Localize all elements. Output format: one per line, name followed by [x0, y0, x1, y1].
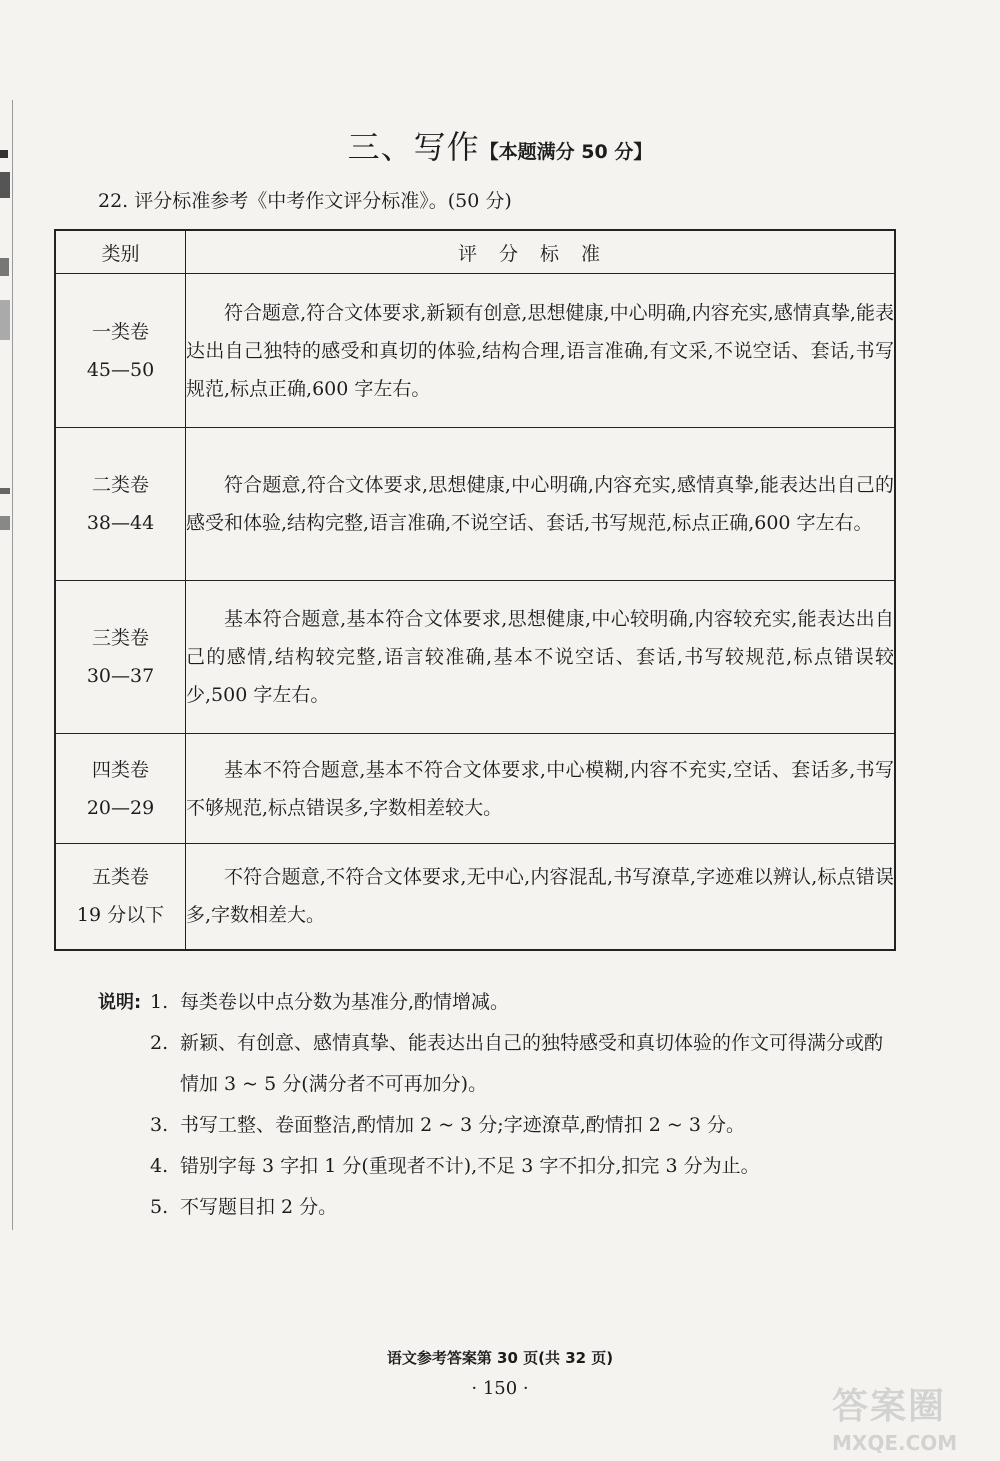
note-indent [98, 1146, 150, 1187]
category-cell [55, 734, 186, 844]
score-range: 19 分以下 [76, 904, 165, 927]
category-cell [55, 274, 186, 428]
table-header-row [55, 230, 895, 274]
note-number: 3. [150, 1114, 169, 1136]
table-row [55, 274, 895, 428]
table-row [55, 581, 895, 734]
note-indent [98, 1105, 150, 1146]
note-item [98, 1105, 898, 1146]
rubric-table [54, 229, 896, 951]
note-text: 新颖、有创意、感情真挚、能表达出自己的独特感受和真切体验的作文可得满分或酌情加 3 ~ 5 分(满分者不可再加分)。 [180, 1032, 884, 1095]
scan-edge-line [12, 100, 13, 1230]
score-range: 20—29 [86, 796, 155, 819]
category-name: 三类卷 [91, 627, 149, 649]
note-text: 不写题目扣 2 分。 [180, 1196, 338, 1218]
category-name: 二类卷 [91, 474, 149, 496]
table-row [55, 428, 895, 581]
note-item [98, 1146, 898, 1187]
category-cell [55, 428, 186, 581]
score-range: 38—44 [86, 512, 155, 534]
score-range: 45—50 [86, 358, 155, 381]
note-number: 1. [150, 991, 169, 1013]
score-range: 30—37 [86, 665, 155, 687]
category-name: 四类卷 [91, 758, 149, 781]
table-row [55, 844, 895, 950]
table-row [55, 734, 895, 844]
note-text: 错别字每 3 字扣 1 分(重现者不计),不足 3 字不扣分,扣完 3 分为止。 [180, 1155, 760, 1177]
watermark-url: MXQE.COM [832, 1431, 958, 1455]
note-number: 4. [150, 1155, 169, 1177]
standard-cell: 符合题意,符合文体要求,思想健康,中心明确,内容充实,感情真挚,能表达出自己的感受和体验,结构完整,语言准确,不说空话、套话,书写规范,标点正确,600 字左右。 [186, 428, 896, 581]
notes-section [98, 982, 898, 1228]
category-cell [55, 844, 186, 950]
note-number: 5. [150, 1196, 169, 1218]
category-name: 五类卷 [91, 866, 149, 889]
header-standard: 评分标准 [186, 230, 896, 274]
note-item [98, 982, 898, 1023]
note-number: 2. [150, 1032, 169, 1054]
category-name: 一类卷 [91, 320, 149, 343]
header-category: 类别 [55, 230, 186, 274]
note-indent [98, 1187, 150, 1228]
section-title: 三、写作 [347, 128, 480, 166]
page-footer: 语文参考答案第 30 页(共 32 页) [386, 1349, 614, 1367]
standard-cell: 符合题意,符合文体要求,新颖有创意,思想健康,中心明确,内容充实,感情真挚,能表达出自己独特的感受和真切的体验,结构合理,语言准确,有文采,不说空话、套话,书写规范,标点正确,600 字左右。 [186, 274, 896, 428]
note-text: 书写工整、卷面整洁,酌情加 2 ~ 3 分;字迹潦草,酌情扣 2 ~ 3 分。 [180, 1114, 745, 1136]
question-intro: 22. 评分标准参考《中考作文评分标准》。(50 分) [98, 190, 512, 212]
page-number: · 150 · [471, 1378, 529, 1399]
section-heading [0, 122, 1000, 168]
standard-cell: 基本不符合题意,基本不符合文体要求,中心模糊,内容不充实,空话、套话多,书写不够规范,标点错误多,字数相差较大。 [186, 734, 896, 844]
category-cell [55, 581, 186, 734]
standard-cell: 不符合题意,不符合文体要求,无中心,内容混乱,书写潦草,字迹难以辨认,标点错误多,字数相差大。 [186, 844, 896, 950]
standard-cell: 基本符合题意,基本符合文体要求,思想健康,中心较明确,内容较充实,能表达出自己的感情,结构较完整,语言较准确,基本不说空话、套话,书写较规范,标点错误较少,500 字左右。 [186, 581, 896, 734]
note-item [98, 1023, 898, 1105]
watermark-logo-text: 答案圈 [832, 1386, 947, 1427]
note-item [98, 1187, 898, 1228]
watermark-logo [832, 1378, 992, 1454]
note-text: 每类卷以中点分数为基准分,酌情增减。 [180, 991, 510, 1013]
section-score-note: 【本题满分 50 分】 [479, 141, 653, 163]
note-indent [98, 1023, 150, 1105]
notes-label: 说明: [98, 992, 142, 1013]
